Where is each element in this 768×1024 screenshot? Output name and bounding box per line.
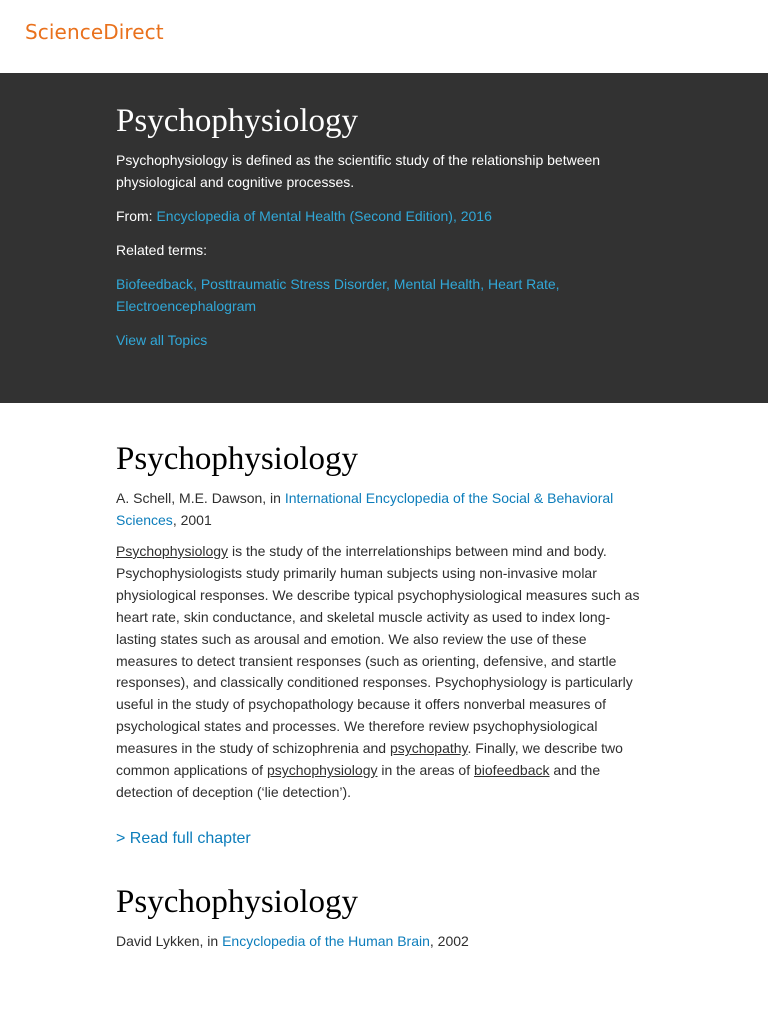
chapter-year: , 2001 [172,512,212,528]
chapter-authors: David Lykken, in [116,932,223,949]
view-all-topics-link[interactable]: View all Topics [116,332,208,348]
chapter-byline [116,930,646,952]
related-term-separator: , [480,276,488,292]
related-terms-label: Related terms: [116,242,208,258]
read-full-chapter-link[interactable]: > Read full chapter [116,829,251,847]
abstract-text: in the areas of [377,762,474,779]
related-terms-list [116,273,646,317]
related-term-ptsd[interactable]: Posttraumatic Stress Disorder [200,276,387,292]
chapter-authors: A. Schell, M.E. Dawson, in [116,490,285,506]
topic-title: Psychophysiology [116,103,359,139]
from-label: From: [116,208,153,224]
topic-summary-column [116,101,646,351]
site-header [0,0,768,73]
related-term-heart-rate[interactable]: Heart Rate [487,276,556,292]
chapter-list [0,403,768,952]
chapter-year: , 2002 [429,932,469,949]
related-term-biofeedback[interactable]: Biofeedback [116,276,194,292]
chapter-card [116,882,646,952]
chapter-source-link[interactable]: Encyclopedia of the Human Brain [222,932,430,949]
topic-definition: Psychophysiology is defined as the scientific study of the relationship between physiological and cognitive processes. [116,152,601,190]
chapter-card [116,439,646,882]
topic-source-link[interactable]: Encyclopedia of Mental Health (Second Edition), 2016 [156,208,492,224]
chapter-title: Psychophysiology [116,441,359,477]
sciencedirect-logo[interactable]: ScienceDirect [25,20,164,44]
related-term-separator: , [193,276,201,292]
abstract-text: is the study of the interrelationships between mind and body. Psychophysiologists study primarily human subjects using non-invasive molar physiological responses. We describe typical psychophysiological measures such as heart rate, skin conductance, and skeletal muscle activity as used to index long-lasting states such as arousal and emotion. We also review the use of these measures to detect transient responses (such as orienting, defensive, and startle responses), and classically conditioned responses. Psychophysiology is particularly useful in the study of psychopathology because it offers nonverbal measures of psychological states and processes. We therefore review psychophysiological measures in the study of schizophrenia and [116,543,640,757]
related-term-separator: , [386,276,394,292]
topic-source-line [116,205,646,227]
term-link-psychophysiology-2[interactable]: psychophysiology [266,762,378,779]
term-link-psychophysiology[interactable]: Psychophysiology [116,543,229,559]
related-term-eeg[interactable]: Electroencephalogram [116,298,257,314]
chapter-source-link[interactable]: International Encyclopedia of the Social & Behavioral Sciences [116,490,614,528]
topic-summary [0,73,768,403]
chapter-abstract [116,541,646,804]
chapter-title: Psychophysiology [116,883,359,920]
term-link-biofeedback[interactable]: biofeedback [474,762,550,779]
abstract-text: and the detection of deception (‘lie detection’). [116,762,601,800]
chapter-byline [116,487,646,531]
related-term-separator: , [555,276,560,292]
term-link-psychopathy[interactable]: psychopathy [389,740,468,757]
abstract-text: . Finally, we describe two common applications of [116,740,623,779]
related-term-mental-health[interactable]: Mental Health [393,276,481,292]
view-all-topics-row [116,329,646,351]
